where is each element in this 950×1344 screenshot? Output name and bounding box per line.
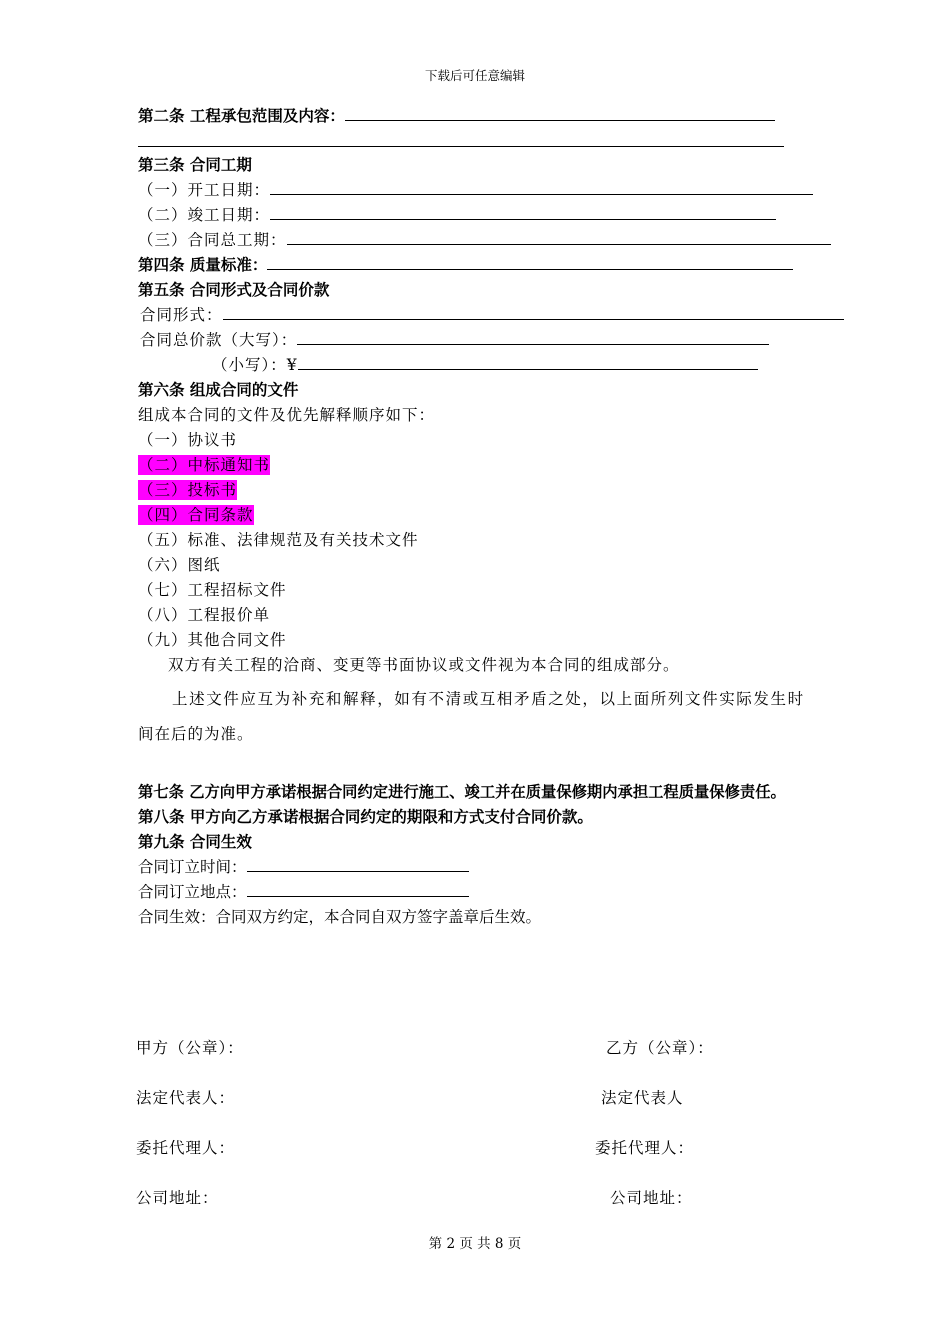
price-lower-label: （小写）：¥: [212, 356, 298, 374]
contract-form-row: [140, 305, 844, 325]
total-period-row: [138, 230, 831, 250]
start-date-row: [138, 180, 813, 200]
signing-time-label: 合同订立时间：: [138, 858, 247, 876]
doc-item-9: （九）其他合同文件: [138, 631, 287, 649]
end-date-label: （二）竣工日期：: [138, 206, 271, 224]
doc-item-8: （八）工程报价单: [138, 606, 271, 624]
doc-item-6: （六）图纸: [138, 556, 221, 574]
doc-item-5: （五）标准、法律规范及有关技术文件: [138, 531, 419, 549]
article-6-para-1: 双方有关工程的洽商、变更等书面协议或文件视为本合同的组成部分。: [168, 656, 680, 674]
price-lower-row: [212, 355, 758, 375]
article-5-title: 第五条 合同形式及合同价款: [138, 280, 330, 299]
total-period-blank[interactable]: [287, 230, 831, 245]
article-4-title: 第四条 质量标准：: [138, 255, 268, 274]
page-header: 下载后可任意编辑: [424, 68, 525, 83]
article-6-para-2-line-2: 间在后的为准。: [138, 725, 254, 743]
start-date-label: （一）开工日期：: [138, 181, 271, 199]
price-upper-row: [140, 330, 769, 350]
doc-item-3: （三）投标书: [138, 481, 238, 499]
party-a-seal: 甲方（公章）：: [136, 1039, 244, 1057]
article-6-intro: 组成本合同的文件及优先解释顺序如下：: [138, 406, 436, 424]
start-date-blank[interactable]: [270, 180, 813, 195]
doc-item-1: （一）协议书: [138, 431, 238, 449]
end-date-blank[interactable]: [270, 205, 776, 220]
party-a-agent: 委托代理人：: [136, 1139, 236, 1157]
scope-blank[interactable]: [345, 106, 775, 121]
price-lower-blank[interactable]: [298, 355, 758, 370]
signing-time-row: [138, 857, 469, 877]
article-6-title: 第六条 组成合同的文件: [138, 380, 299, 399]
article-2: [138, 106, 775, 126]
doc-item-2: （二）中标通知书: [138, 456, 271, 474]
doc-item-7: （七）工程招标文件: [138, 581, 287, 599]
article-9-title: 第九条 合同生效: [138, 832, 252, 851]
signing-place-row: [138, 882, 469, 902]
signing-place-label: 合同订立地点：: [138, 883, 247, 901]
total-period-label: （三）合同总工期：: [138, 231, 287, 249]
price-upper-label: 合同总价款（大写）：: [140, 331, 298, 349]
article-3-title: 第三条 合同工期: [138, 155, 252, 174]
end-date-row: [138, 205, 776, 225]
contract-form-label: 合同形式：: [140, 306, 223, 324]
scope-blank-line-2[interactable]: [138, 146, 784, 147]
article-4: [138, 255, 793, 275]
party-a-address: 公司地址：: [136, 1189, 219, 1207]
doc-item-4: （四）合同条款: [138, 506, 254, 524]
contract-form-blank[interactable]: [223, 305, 844, 320]
party-b-seal: 乙方（公章）：: [606, 1039, 714, 1057]
signing-place-blank[interactable]: [247, 882, 469, 897]
signing-time-blank[interactable]: [247, 857, 469, 872]
article-7: 第七条 乙方向甲方承诺根据合同约定进行施工、竣工并在质量保修期内承担工程质量保修责任。: [138, 783, 786, 801]
contract-effect: 合同生效：合同双方约定，本合同自双方签字盖章后生效。: [138, 908, 542, 926]
article-2-title: 第二条 工程承包范围及内容：: [138, 106, 345, 125]
party-b-address: 公司地址：: [610, 1189, 693, 1207]
page-footer: 第 2 页 共 8 页: [428, 1236, 522, 1252]
article-8: 第八条 甲方向乙方承诺根据合同约定的期限和方式支付合同价款。: [138, 807, 593, 826]
price-upper-blank[interactable]: [297, 330, 769, 345]
party-b-rep: 法定代表人: [601, 1089, 684, 1107]
quality-standard-blank[interactable]: [267, 255, 793, 270]
party-b-agent: 委托代理人：: [595, 1139, 695, 1157]
article-6-para-2-line-1: 上述文件应互为补充和解释，如有不清或互相矛盾之处，以上面所列文件实际发生时: [172, 690, 805, 708]
party-a-rep: 法定代表人：: [136, 1089, 236, 1107]
